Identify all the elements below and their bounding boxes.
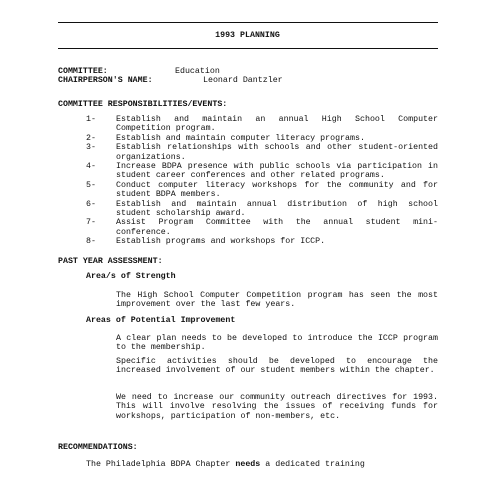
list-item	[86, 134, 438, 143]
item-text: Establish and maintain computer literacy programs.	[116, 133, 365, 143]
recommendations-heading: RECOMMENDATIONS:	[58, 443, 138, 452]
list-item	[86, 143, 438, 162]
item-text: Establish and maintain annual distribution of high school student scholarship award.	[116, 199, 438, 219]
item-text: Establish and maintain an annual High School Computer Competition program.	[116, 115, 438, 134]
past-year-heading: PAST YEAR ASSESSMENT:	[58, 257, 163, 266]
item-number: 8-	[86, 237, 96, 247]
list-item	[86, 115, 438, 134]
item-number: 4-	[86, 162, 96, 172]
item-number: 6-	[86, 199, 96, 209]
committee-label: COMMITTEE:	[58, 67, 108, 76]
item-text: Increase BDPA presence with public schools via participation in student career conferences and other related programs.	[116, 162, 438, 181]
item-text: Establish relationships with schools and other student-oriented organizations.	[116, 143, 438, 162]
improvement-heading: Areas of Potential Improvement	[86, 316, 236, 325]
top-rule	[58, 22, 438, 23]
item-number: 5-	[86, 180, 96, 190]
strength-text: The High School Computer Competition program has seen the most improvement over the last few years.	[116, 291, 438, 310]
improvement-paragraph: A clear plan needs to be developed to introduce the ICCP program to the membership.	[116, 334, 438, 353]
item-text: Establish programs and workshops for ICCP.	[116, 237, 326, 247]
recommendations-text-start: The Philadelphia BDPA Chapter	[86, 460, 236, 469]
item-text: Assist Program Committee with the annual student mini-conference.	[116, 218, 438, 237]
improvement-paragraph: Specific activities should be developed to encourage the increased involvement of our student members within the chapter.	[116, 357, 438, 376]
list-item	[86, 200, 438, 219]
committee-value: Education	[175, 67, 220, 76]
item-number: 3-	[86, 143, 96, 153]
item-text: Conduct computer literacy workshops for the community and for student BDPA members.	[116, 180, 438, 200]
strength-heading: Area/s of Strength	[86, 272, 176, 281]
recommendations-emphasis: needs	[235, 460, 261, 469]
title-rule	[58, 48, 438, 49]
responsibilities-heading: COMMITTEE RESPONSIBILITIES/EVENTS:	[58, 100, 228, 109]
recommendations-text	[86, 460, 438, 469]
list-item	[86, 237, 438, 246]
page-title: 1993 PLANNING	[215, 31, 280, 40]
chairperson-label: CHAIRPERSON'S NAME:	[58, 76, 153, 85]
item-number: 2-	[86, 133, 96, 143]
list-item	[86, 162, 438, 181]
item-number: 1-	[86, 115, 96, 124]
item-number: 7-	[86, 218, 96, 228]
improvement-paragraph: We need to increase our community outreach directives for 1993. This will involve resolving the issues of receiving funds for workshops, participation of non-members, etc.	[116, 393, 438, 421]
chairperson-value: Leonard Dantzler	[203, 76, 283, 85]
recommendations-text-end: a dedicated training	[260, 460, 365, 469]
list-item	[86, 218, 438, 237]
list-item	[86, 181, 438, 200]
responsibilities-list	[86, 115, 438, 247]
